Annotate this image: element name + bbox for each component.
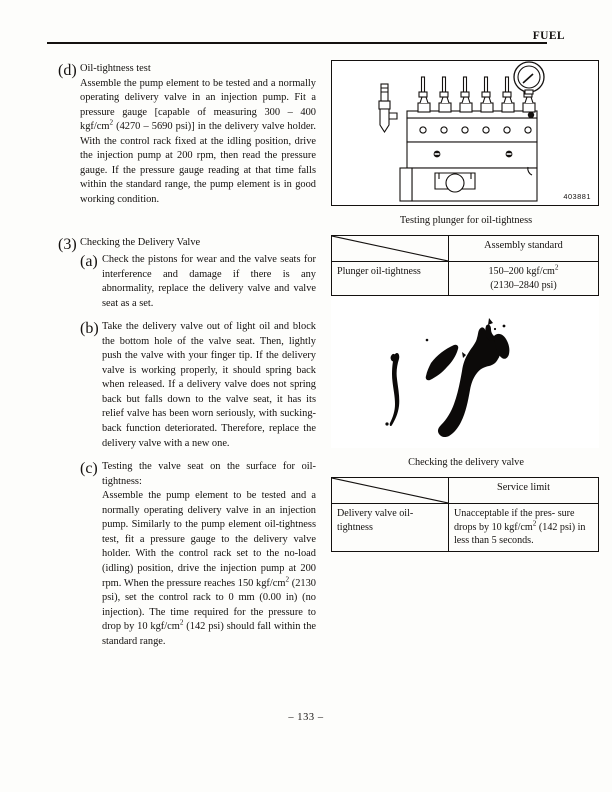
item-d-marker: (d)	[58, 62, 77, 79]
table2-row-label: Delivery valve oil-tightness	[332, 504, 449, 552]
item-c-body	[102, 489, 316, 649]
figure-code: 403881	[563, 192, 591, 201]
item-d-heading	[58, 62, 316, 77]
figure-2-caption: Checking the delivery valve	[408, 457, 524, 469]
item-c-sup1: 2	[285, 575, 290, 584]
header-rule	[47, 42, 547, 44]
table1-row-value	[449, 262, 599, 296]
item-b-marker: (b)	[80, 320, 99, 338]
item-d-title: Oil-tightness test	[80, 63, 151, 74]
table2-value-line4: seconds.	[499, 535, 534, 547]
injection-pump-diagram-icon	[332, 61, 598, 205]
section-3-heading	[58, 236, 316, 254]
item-d-body	[58, 77, 316, 208]
item-c-marker: (c)	[80, 460, 98, 478]
table1-value-sup: 2	[554, 263, 559, 272]
figure-injection-pump	[331, 60, 599, 206]
item-c-body-part3: (142 psi) should fall within the standard range.	[102, 621, 317, 647]
item-a	[58, 253, 316, 311]
item-c-body-part2: (2130 psi), set the control rack to 0 mm (0.00 in) (no injection). The time required for the pressure to drop by 10 kgf/	[102, 577, 316, 633]
header-section-title: FUEL	[532, 30, 565, 42]
item-c	[58, 460, 316, 649]
item-b-text: Take the delivery valve out of light oil and block the bottom hole of the valve seat. Then, lightly push the valve with your finger tip. If the delivery valve is working properly, it should spring back when released. If a delivery valve does not spring back but falls down to the valve seat, it has its relief valve has been worn seriously, with sucking-back function deteriorated. Therefore, replace the delivery valve with a new one.	[102, 321, 316, 449]
page-number: – 133 –	[288, 712, 324, 723]
table-row	[332, 504, 599, 552]
table1-header-value: Assembly standard	[449, 236, 599, 262]
item-c-title: Testing the valve seat on the surface for oil-tightness:	[102, 461, 316, 487]
section-3-marker: (3)	[58, 236, 77, 254]
table-row	[332, 262, 599, 296]
figure-delivery-valve	[331, 296, 599, 448]
table-row	[332, 478, 599, 504]
spacer-1	[58, 207, 316, 236]
left-text-column	[58, 62, 316, 649]
table-plunger-oil-tightness	[331, 235, 599, 296]
en-dash-1: –	[287, 106, 301, 118]
item-a-text: Check the pistons for wear and the valve seats for interference and damage if there is any abnormality, replace the delivery valve and valve seat as a set.	[102, 254, 316, 309]
item-b	[58, 320, 316, 451]
table1-value-line2: (2130–2840 psi)	[490, 279, 557, 291]
section-3-title: Checking the Delivery Valve	[80, 237, 201, 249]
table1-value-line1	[454, 265, 593, 279]
delivery-valve-photo-icon	[331, 296, 599, 448]
table2-value-line1: Unacceptable if the pres-	[454, 508, 556, 520]
item-d-range2: 5690 psi)] in the delivery valve holder. With the control rack fixed at the idling position, drive the injection pump at 200 rpm, then read the pressure gauge. If the pressure gauge reading at that time falls within the standard range, the pump element is in good working condition.	[80, 121, 317, 205]
table-delivery-valve-oil-tightness	[331, 477, 599, 552]
table-row	[332, 236, 599, 262]
table2-corner-cell	[332, 478, 449, 504]
table2-value-line3: (142 psi) in less than 5	[454, 521, 586, 547]
figure-1-caption: Testing plunger for oil-tightness	[399, 215, 533, 226]
right-figure-column	[331, 60, 601, 552]
table2-row-value	[449, 504, 599, 552]
en-dash-2: –	[143, 121, 152, 133]
page-header	[47, 30, 565, 52]
diagonal-slash-icon	[332, 236, 448, 261]
table2-header-value: Service limit	[449, 478, 599, 504]
table1-row-label: Plunger oil-tightness	[332, 262, 449, 296]
spacer-3	[58, 451, 316, 458]
table2-value-sup: 2	[532, 519, 537, 528]
item-d-sup1: 2	[109, 118, 114, 127]
spacer-2	[58, 311, 316, 318]
table1-corner-cell	[332, 236, 449, 262]
table2-value-text2: sure drops by 10 kgf/cm	[454, 508, 575, 533]
item-c-body-part1: Assemble the pump element to be tested and a normally operating delivery valve in an injection pump. Similarly to the pump element oil-tightness test, fit a pressure gauge to the delivery valve holder. With the control rack set to the no-load (idling) position, drive the injection pump at 200 rpm. When the pressure reaches 150 kgf/	[102, 490, 316, 589]
item-d-body-part2: (4270	[116, 121, 144, 133]
item-d-range1: 400 kgf/cm	[80, 106, 316, 133]
item-c-unit-2: cm	[167, 621, 180, 633]
item-d-body-part1: Assemble the pump element to be tested and a normally operating delivery valve in an injection pump. Fit a pressure gauge [capable of measuring 300	[80, 77, 316, 118]
item-a-marker: (a)	[80, 253, 98, 271]
item-c-unit-1: cm	[272, 577, 286, 589]
item-c-sup2: 2	[179, 618, 184, 627]
diagonal-slash-icon	[332, 478, 448, 503]
table1-value-text1: 150–200 kgf/cm	[488, 266, 555, 277]
